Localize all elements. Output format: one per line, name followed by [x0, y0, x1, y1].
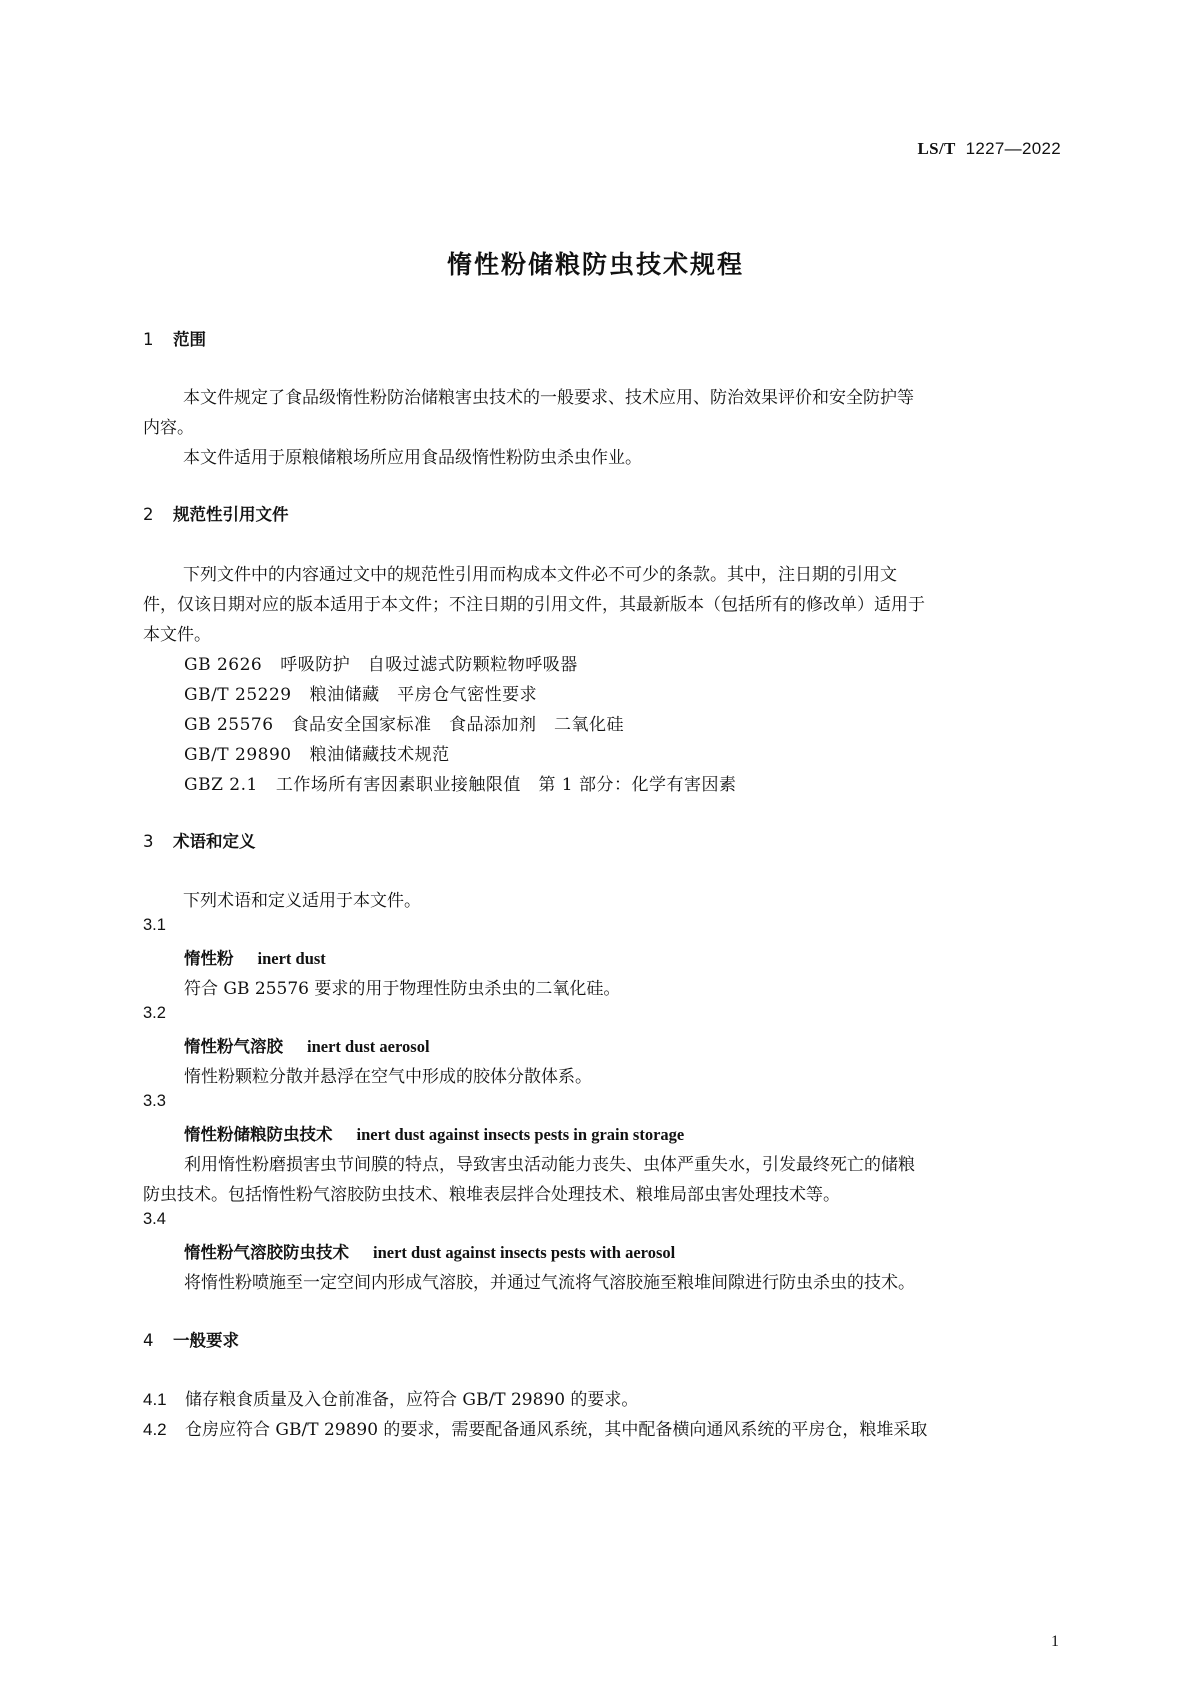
reference-item: GB 2626 呼吸防护 自吸过滤式防颗粒物呼吸器: [184, 655, 578, 675]
paragraph-line: 本文件。: [143, 625, 211, 645]
paragraph-line: 件，仅该日期对应的版本适用于本文件；不注日期的引用文件，其最新版本（包括所有的修改单）适用于: [143, 595, 925, 615]
paragraph-line: 本文件规定了食品级惰性粉防治储粮害虫技术的一般要求、技术应用、防治效果评价和安全防护等: [183, 388, 914, 408]
reference-item: GB/T 25229 粮油储藏 平房仓气密性要求: [184, 685, 538, 705]
term-definition: 利用惰性粉磨损害虫节间膜的特点，导致害虫活动能力丧失、虫体严重失水，引发最终死亡的储粮: [184, 1155, 915, 1175]
term-number: 3.1: [143, 916, 166, 934]
paragraph-line: 下列文件中的内容通过文中的规范性引用而构成本文件必不可少的条款。其中，注日期的引用文: [183, 565, 897, 585]
paragraph-line: 内容。: [143, 418, 194, 438]
reference-item: GB 25576 食品安全国家标准 食品添加剂 二氧化硅: [184, 715, 625, 735]
document-title: 惰性粉储粮防虫技术规程: [446, 250, 744, 279]
term-definition: 符合 GB 25576 要求的用于物理性防虫杀虫的二氧化硅。: [184, 979, 621, 999]
term-definition: 防虫技术。包括惰性粉气溶胶防虫技术、粮堆表层拌合处理技术、粮堆局部虫害处理技术等。: [143, 1185, 840, 1205]
term-title: 惰性粉气溶胶防虫技术 inert dust against insects pests with aerosol: [184, 1243, 676, 1262]
clause: 4.2 仓房应符合 GB/T 29890 的要求，需要配备通风系统，其中配备横向通风系统的平房仓，粮堆采取: [143, 1420, 928, 1440]
term-number: 3.3: [143, 1092, 166, 1110]
section-heading-terms: 3 术语和定义: [143, 832, 256, 851]
page-number: 1: [1051, 1633, 1059, 1650]
clause: 4.1 储存粮食质量及入仓前准备，应符合 GB/T 29890 的要求。: [143, 1390, 639, 1410]
term-definition: 惰性粉颗粒分散并悬浮在空气中形成的胶体分散体系。: [184, 1067, 592, 1087]
reference-item: GB/T 29890 粮油储藏技术规范: [184, 745, 450, 765]
term-number: 3.2: [143, 1004, 166, 1022]
section-heading-general-requirements: 4 一般要求: [143, 1331, 239, 1350]
term-title: 惰性粉 inert dust: [184, 949, 326, 968]
standard-code: LS/T 1227—2022: [917, 139, 1061, 158]
reference-item: GBZ 2.1 工作场所有害因素职业接触限值 第 1 部分：化学有害因素: [184, 775, 737, 795]
paragraph-line: 下列术语和定义适用于本文件。: [183, 891, 421, 911]
section-heading-scope: 1 范围: [143, 330, 206, 349]
term-title: 惰性粉储粮防虫技术 inert dust against insects pests in grain storage: [184, 1125, 685, 1144]
term-title: 惰性粉气溶胶 inert dust aerosol: [184, 1037, 430, 1056]
section-heading-normative-references: 2 规范性引用文件: [143, 505, 289, 524]
term-definition: 将惰性粉喷施至一定空间内形成气溶胶，并通过气流将气溶胶施至粮堆间隙进行防虫杀虫的技术。: [184, 1273, 915, 1293]
term-number: 3.4: [143, 1210, 166, 1228]
paragraph-line: 本文件适用于原粮储粮场所应用食品级惰性粉防虫杀虫作业。: [183, 448, 642, 468]
